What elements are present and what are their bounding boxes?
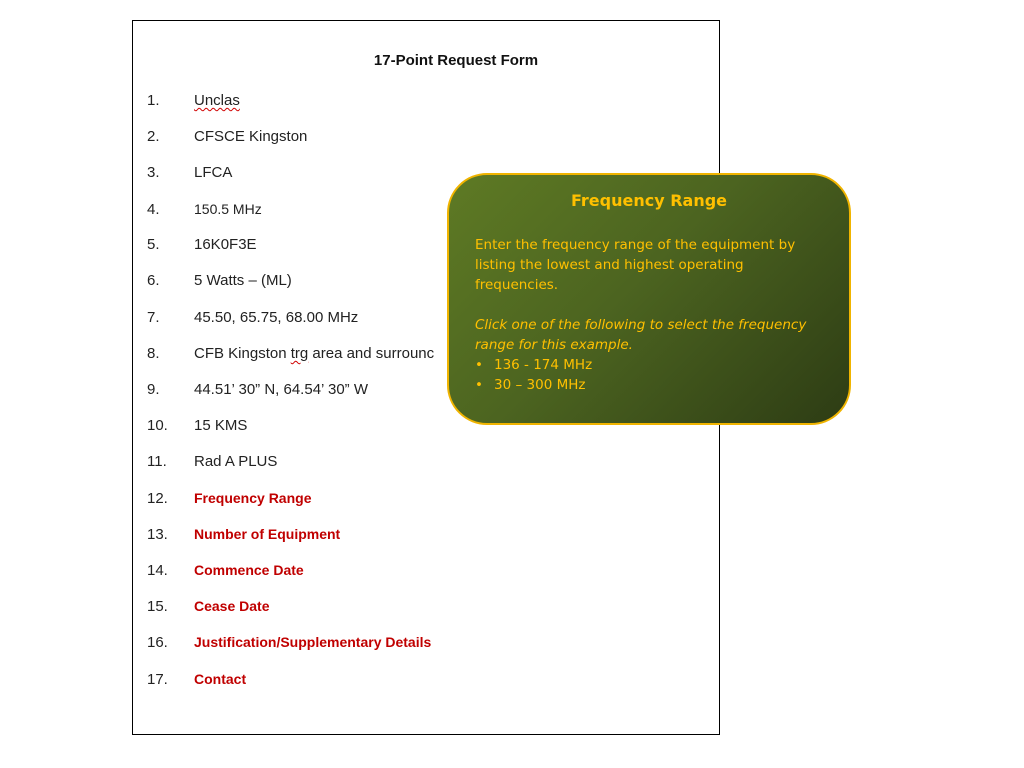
row-value: 150.5 MHz: [194, 201, 262, 217]
row-value: 44.51’ 30” N, 64.54’ 30” W: [194, 381, 368, 398]
bullet-icon: •: [475, 357, 483, 373]
row-value-required: Frequency Range: [194, 490, 312, 506]
row-number: 12.: [147, 490, 168, 507]
option-label: 30 – 300 MHz: [494, 377, 586, 393]
row-value: [194, 345, 434, 362]
row-number: 11.: [147, 453, 167, 470]
callout-body: [475, 235, 815, 395]
row-number: 16.: [147, 634, 168, 651]
row-value: 15 KMS: [194, 417, 248, 434]
row-number: 10.: [147, 417, 168, 434]
callout-title: Frequency Range: [570, 191, 728, 210]
row-value-required: Number of Equipment: [194, 526, 341, 542]
row-number: 3.: [147, 164, 160, 181]
row-number: 15.: [147, 598, 168, 615]
bullet-icon: •: [475, 377, 483, 393]
row-number: 5.: [147, 236, 160, 253]
frequency-range-callout: [447, 173, 851, 425]
row-value-required: Commence Date: [194, 562, 304, 578]
row-number: 9.: [147, 381, 160, 398]
row-number: 6.: [147, 272, 160, 289]
row-number: 17.: [147, 671, 168, 688]
frequency-option-30-300[interactable]: [475, 375, 815, 395]
row-number: 1.: [147, 92, 160, 109]
spellcheck-word: trg: [290, 345, 309, 362]
row-number: 7.: [147, 309, 160, 326]
frequency-options-list: [475, 355, 815, 395]
row-value: 16K0F3E: [194, 236, 257, 253]
row-number: 14.: [147, 562, 168, 579]
row-value: 5 Watts – (ML): [194, 272, 292, 289]
row-value-required: Justification/Supplementary Details: [194, 634, 432, 650]
row-value: LFCA: [194, 164, 233, 181]
option-label: 136 - 174 MHz: [494, 357, 593, 373]
row-value-suffix: area and surrounc: [308, 345, 435, 362]
row-value-prefix: CFB Kingston: [194, 345, 291, 362]
callout-instruction: Click one of the following to select the frequency range for this example.: [475, 317, 807, 353]
row-value-required: Cease Date: [194, 598, 270, 614]
row-value: Rad A PLUS: [194, 453, 278, 470]
frequency-option-136-174[interactable]: [475, 355, 815, 375]
row-value-required: Contact: [194, 671, 247, 687]
row-value: 45.50, 65.75, 68.00 MHz: [194, 309, 359, 326]
row-value: CFSCE Kingston: [194, 128, 308, 145]
row-number: 13.: [147, 526, 168, 543]
row-number: 4.: [147, 201, 160, 218]
form-title: 17-Point Request Form: [373, 52, 539, 69]
row-number: 8.: [147, 345, 160, 362]
callout-description: Enter the frequency range of the equipment by listing the lowest and highest operating frequencies.: [475, 237, 796, 293]
row-value: Unclas: [194, 92, 240, 109]
row-number: 2.: [147, 128, 160, 145]
